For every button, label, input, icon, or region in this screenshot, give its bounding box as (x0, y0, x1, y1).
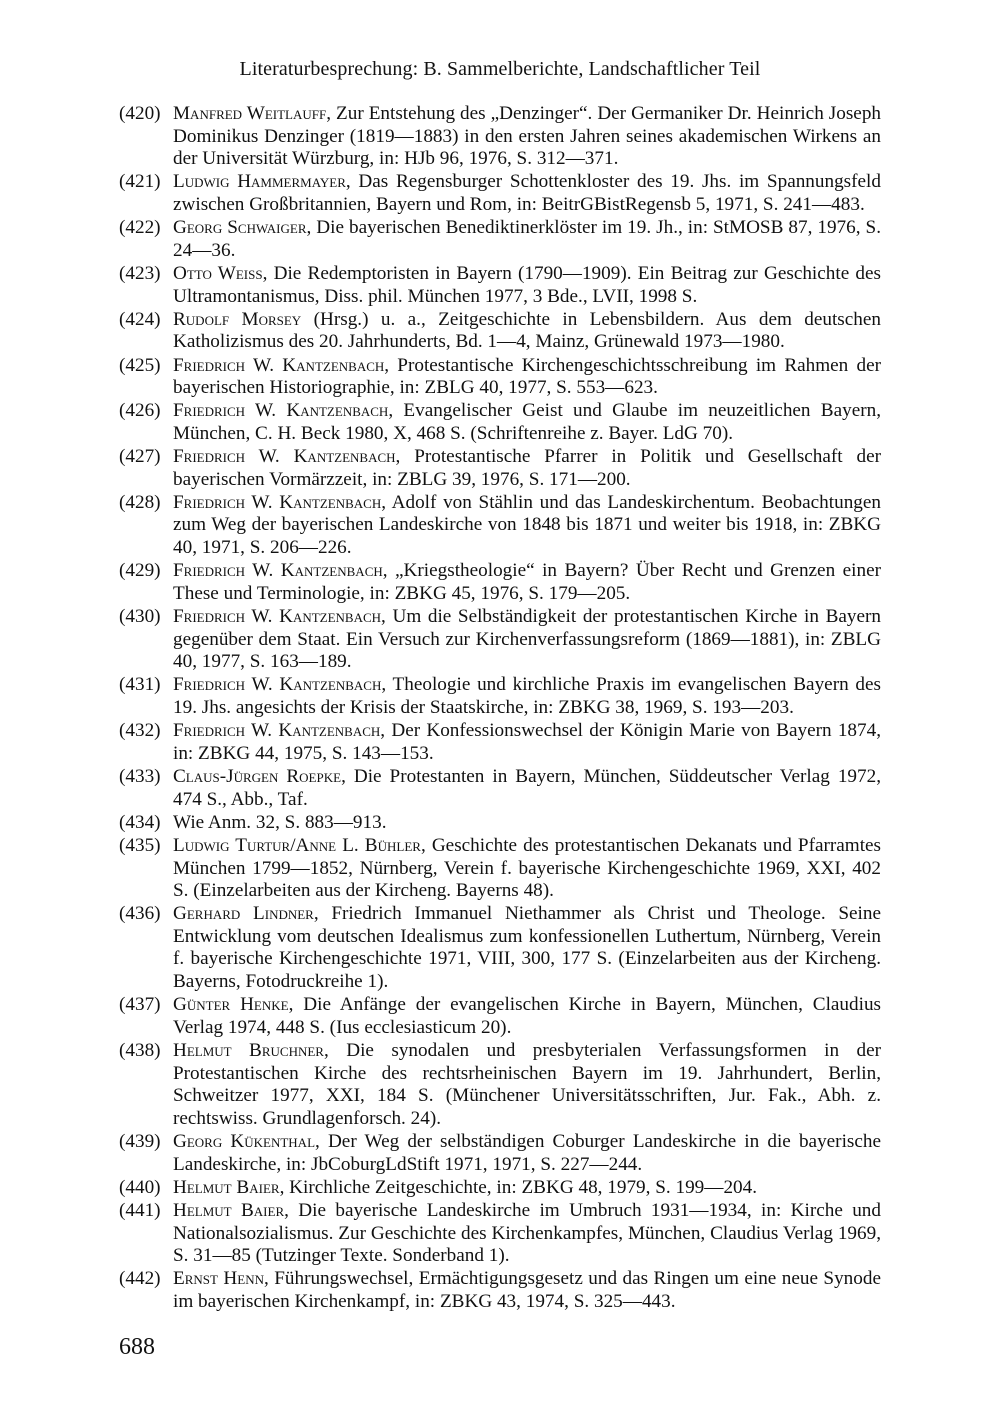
entry-text: , Adolf von Stählin und das Landeskirchentum. Beobachtungen zum Weg der bayerischen Landeskirche von 1848 bis 1871 und weiter bis 1918, in: ZBKG 40, 1971, S. 206—226. (173, 491, 881, 559)
list-item (119, 606, 881, 674)
entry-number: (422) (119, 217, 161, 239)
entry-number: (433) (119, 765, 161, 787)
list-item (119, 171, 881, 216)
entry-text: , „Kriegstheologie“ in Bayern? Über Recht und Grenzen einer These und Terminologie, in: ZBKG 45, 1976, S. 179—205. (173, 560, 881, 604)
entry-author: Friedrich W. Kantzenbach (173, 720, 381, 742)
list-item (119, 560, 881, 605)
list-item (119, 263, 881, 308)
entry-number: (428) (119, 491, 161, 513)
list-item (119, 446, 881, 491)
entry-text: , Evangelischer Geist und Glaube im neuzeitlichen Bayern, München, C. H. Beck 1980, X, 468 S. (Schriftenreihe z. Bayer. LdG 70). (173, 400, 881, 444)
entry-number: (434) (119, 811, 161, 833)
page-number: 688 (119, 1334, 155, 1360)
entry-text: , Protestantische Kirchengeschichtsschreibung im Rahmen der bayerischen Historiographie, in: ZBLG 40, 1977, S. 553—623. (173, 354, 881, 399)
entry-author: Friedrich W. Kantzenbach (173, 560, 383, 582)
list-item (119, 1268, 881, 1313)
entry-number: (437) (119, 994, 161, 1016)
entry-text: , Die bayerische Landeskirche im Umbruch 1931—1934, in: Kirche und Nationalsozialismus. Zur Geschichte des Kirchenkampfes, München, Claudius Verlag 1969, S. 31—85 (Tutzinger Texte. Sonderband 1). (173, 1199, 881, 1267)
entry-author: Friedrich W. Kantzenbach (173, 674, 382, 696)
list-item (119, 309, 881, 354)
entry-author: Helmut Baier (173, 1176, 280, 1198)
list-item (119, 1131, 881, 1176)
entry-text: , Protestantische Pfarrer in Politik und Gesellschaft der bayerischen Vormärzzeit, in: ZBLG 39, 1976, S. 171—200. (173, 446, 881, 490)
entry-author: Manfred Weitlauff (173, 103, 327, 124)
entry-author: Claus-Jürgen Roepke (173, 765, 342, 787)
entry-text: , Die synodalen und presbyterialen Verfassungsformen in der Protestantischen Kirche des rechtsrheinischen Bayern im 19. Jahrhundert, Berlin, Schweitzer 1977, XXI, 184 S. (Münchener Universitätsschriften, Jur. Fak., Abh. z. rechtswiss. Grundlagenforsch. 24). (173, 1040, 882, 1129)
entry-number: (442) (119, 1268, 161, 1290)
list-item (119, 903, 881, 993)
entry-number: (440) (119, 1176, 161, 1198)
entry-number: (427) (119, 446, 161, 468)
entry-author: Ludwig Turtur/Anne L. Bühler (173, 834, 421, 856)
entry-number: (424) (119, 308, 161, 330)
entry-text: , Das Regensburger Schottenkloster des 19. Jhs. im Spannungsfeld zwischen Großbritannien, Bayern und Rom, in: BeitrGBistRegensb 5, 1971, S. 241—483. (173, 171, 881, 215)
entry-number: (420) (119, 103, 161, 124)
list-item (119, 400, 881, 445)
entry-text: , Führungswechsel, Ermächtigungsgesetz und das Ringen um eine neue Synode im bayerischen Kirchenkampf, in: ZBKG 43, 1974, S. 325—443. (173, 1268, 881, 1312)
entry-number: (421) (119, 171, 161, 193)
entry-text: , Um die Selbständigkeit der protestantischen Kirche in Bayern gegenüber dem Staat. Ein Versuch zur Kirchenverfassungsreform (1869—1881), in: ZBLG 40, 1977, S. 163—189. (173, 606, 881, 673)
running-header: Literaturbesprechung: B. Sammelberichte, Landschaftlicher Teil (239, 58, 761, 80)
entry-text: , Theologie und kirchliche Praxis im evangelischen Bayern des 19. Jhs. angesichts der Krisis der Staatskirche, in: ZBKG 38, 1969, S. 193—203. (173, 674, 882, 718)
entry-text: , Die Anfänge der evangelischen Kirche in Bayern, München, Claudius Verlag 1974, 448 S. (Ius ecclesiasticum 20). (173, 994, 881, 1038)
list-item (119, 1177, 881, 1200)
entry-author: Friedrich W. Kantzenbach (173, 606, 382, 627)
entry-author: Helmut Bruchner (173, 1040, 324, 1062)
bibliography-list (119, 103, 881, 1314)
list-item (119, 674, 881, 719)
entry-number: (436) (119, 903, 161, 925)
entry-author: Günter Henke (173, 994, 289, 1016)
list-item (119, 766, 881, 811)
list-item (119, 835, 881, 903)
entry-number: (431) (119, 674, 161, 696)
list-item (119, 812, 881, 835)
entry-author: Gerhard Lindner (173, 903, 314, 925)
entry-text: , Friedrich Immanuel Niethammer als Christ und Theologe. Seine Entwicklung vom deutschen Idealismus zum konfessionellen Luthertum, Nürnberg, Verein f. bayerische Kirchengeschichte 1971, VIII, 300, 177 S. (Einzelarbeiten aus der Kircheng. Bayerns, Fotodruckreihe 1). (173, 903, 881, 993)
entry-number: (423) (119, 262, 161, 284)
entry-number: (439) (119, 1131, 161, 1152)
entry-number: (441) (119, 1199, 161, 1221)
entry-text: , Geschichte des protestantischen Dekanats und Pfarramtes München 1799—1852, Nürnberg, Verein f. bayerische Kirchengeschichte 1969, XXI, 402 S. (Einzelarbeiten aus der Kircheng. Bayerns 48). (173, 834, 882, 902)
list-item (119, 1040, 881, 1130)
entry-author: Friedrich W. Kantzenbach (173, 400, 389, 422)
entry-number: (425) (119, 354, 161, 376)
list-item (119, 720, 881, 765)
entry-author: Georg Schwaiger (173, 217, 307, 239)
entry-text: , Kirchliche Zeitgeschichte, in: ZBKG 48, 1979, S. 199—204. (279, 1176, 758, 1198)
entry-number: (426) (119, 400, 161, 422)
entry-text: , Die bayerischen Benediktinerklöster im 19. Jh., in: StMOSB 87, 1976, S. 24—36. (173, 217, 881, 261)
list-item (119, 103, 881, 171)
list-item (119, 994, 881, 1039)
entry-text: , Der Weg der selbständigen Coburger Landeskirche in die bayerische Landeskirche, in: JbCoburgLdStift 1971, 1971, S. 227—244. (173, 1131, 881, 1175)
entry-author: Friedrich W. Kantzenbach (173, 354, 385, 376)
entry-text: Wie Anm. 32, S. 883—913. (173, 811, 387, 833)
entry-author: Friedrich W. Kantzenbach (173, 491, 382, 513)
entry-author: Helmut Baier (173, 1199, 285, 1221)
list-item (119, 1200, 881, 1268)
entry-text: , Der Konfessionswechsel der Königin Marie von Bayern 1874, in: ZBKG 44, 1975, S. 143—153. (173, 720, 881, 764)
entry-number: (429) (119, 560, 161, 582)
entry-text: , Zur Entstehung des „Denzinger“. Der Germaniker Dr. Heinrich Joseph Dominikus Denzinger (1819—1883) in den ersten Jahren seines akademischen Wirkens an der Universität Würzburg, in: HJb 96, 1976, S. 312—371. (173, 103, 882, 170)
entry-number: (432) (119, 720, 161, 742)
list-item (119, 355, 881, 400)
entry-author: Ludwig Hammermayer (173, 171, 346, 193)
entry-author: Otto Weiss (173, 262, 263, 284)
entry-number: (430) (119, 606, 161, 627)
list-item (119, 492, 881, 560)
entry-text: , Die Redemptoristen in Bayern (1790—1909). Ein Beitrag zur Geschichte des Ultramontanismus, Diss. phil. München 1977, 3 Bde., LVII, 1998 S. (173, 262, 882, 307)
entry-author: Georg Kükenthal (173, 1131, 316, 1152)
entry-author: Ernst Henn (173, 1268, 264, 1290)
entry-author: Friedrich W. Kantzenbach (173, 446, 396, 468)
entry-author: Rudolf Morsey (173, 308, 302, 330)
entry-text: (Hrsg.) u. a., Zeitgeschichte in Lebensbildern. Aus dem deutschen Katholizismus des 20. Jahrhunderts, Bd. 1—4, Mainz, Grünewald 1973—1980. (173, 308, 881, 353)
entry-number: (438) (119, 1040, 161, 1062)
entry-number: (435) (119, 834, 161, 856)
list-item (119, 217, 881, 262)
entry-text: , Die Protestanten in Bayern, München, Süddeutscher Verlag 1972, 474 S., Abb., Taf. (173, 765, 881, 810)
